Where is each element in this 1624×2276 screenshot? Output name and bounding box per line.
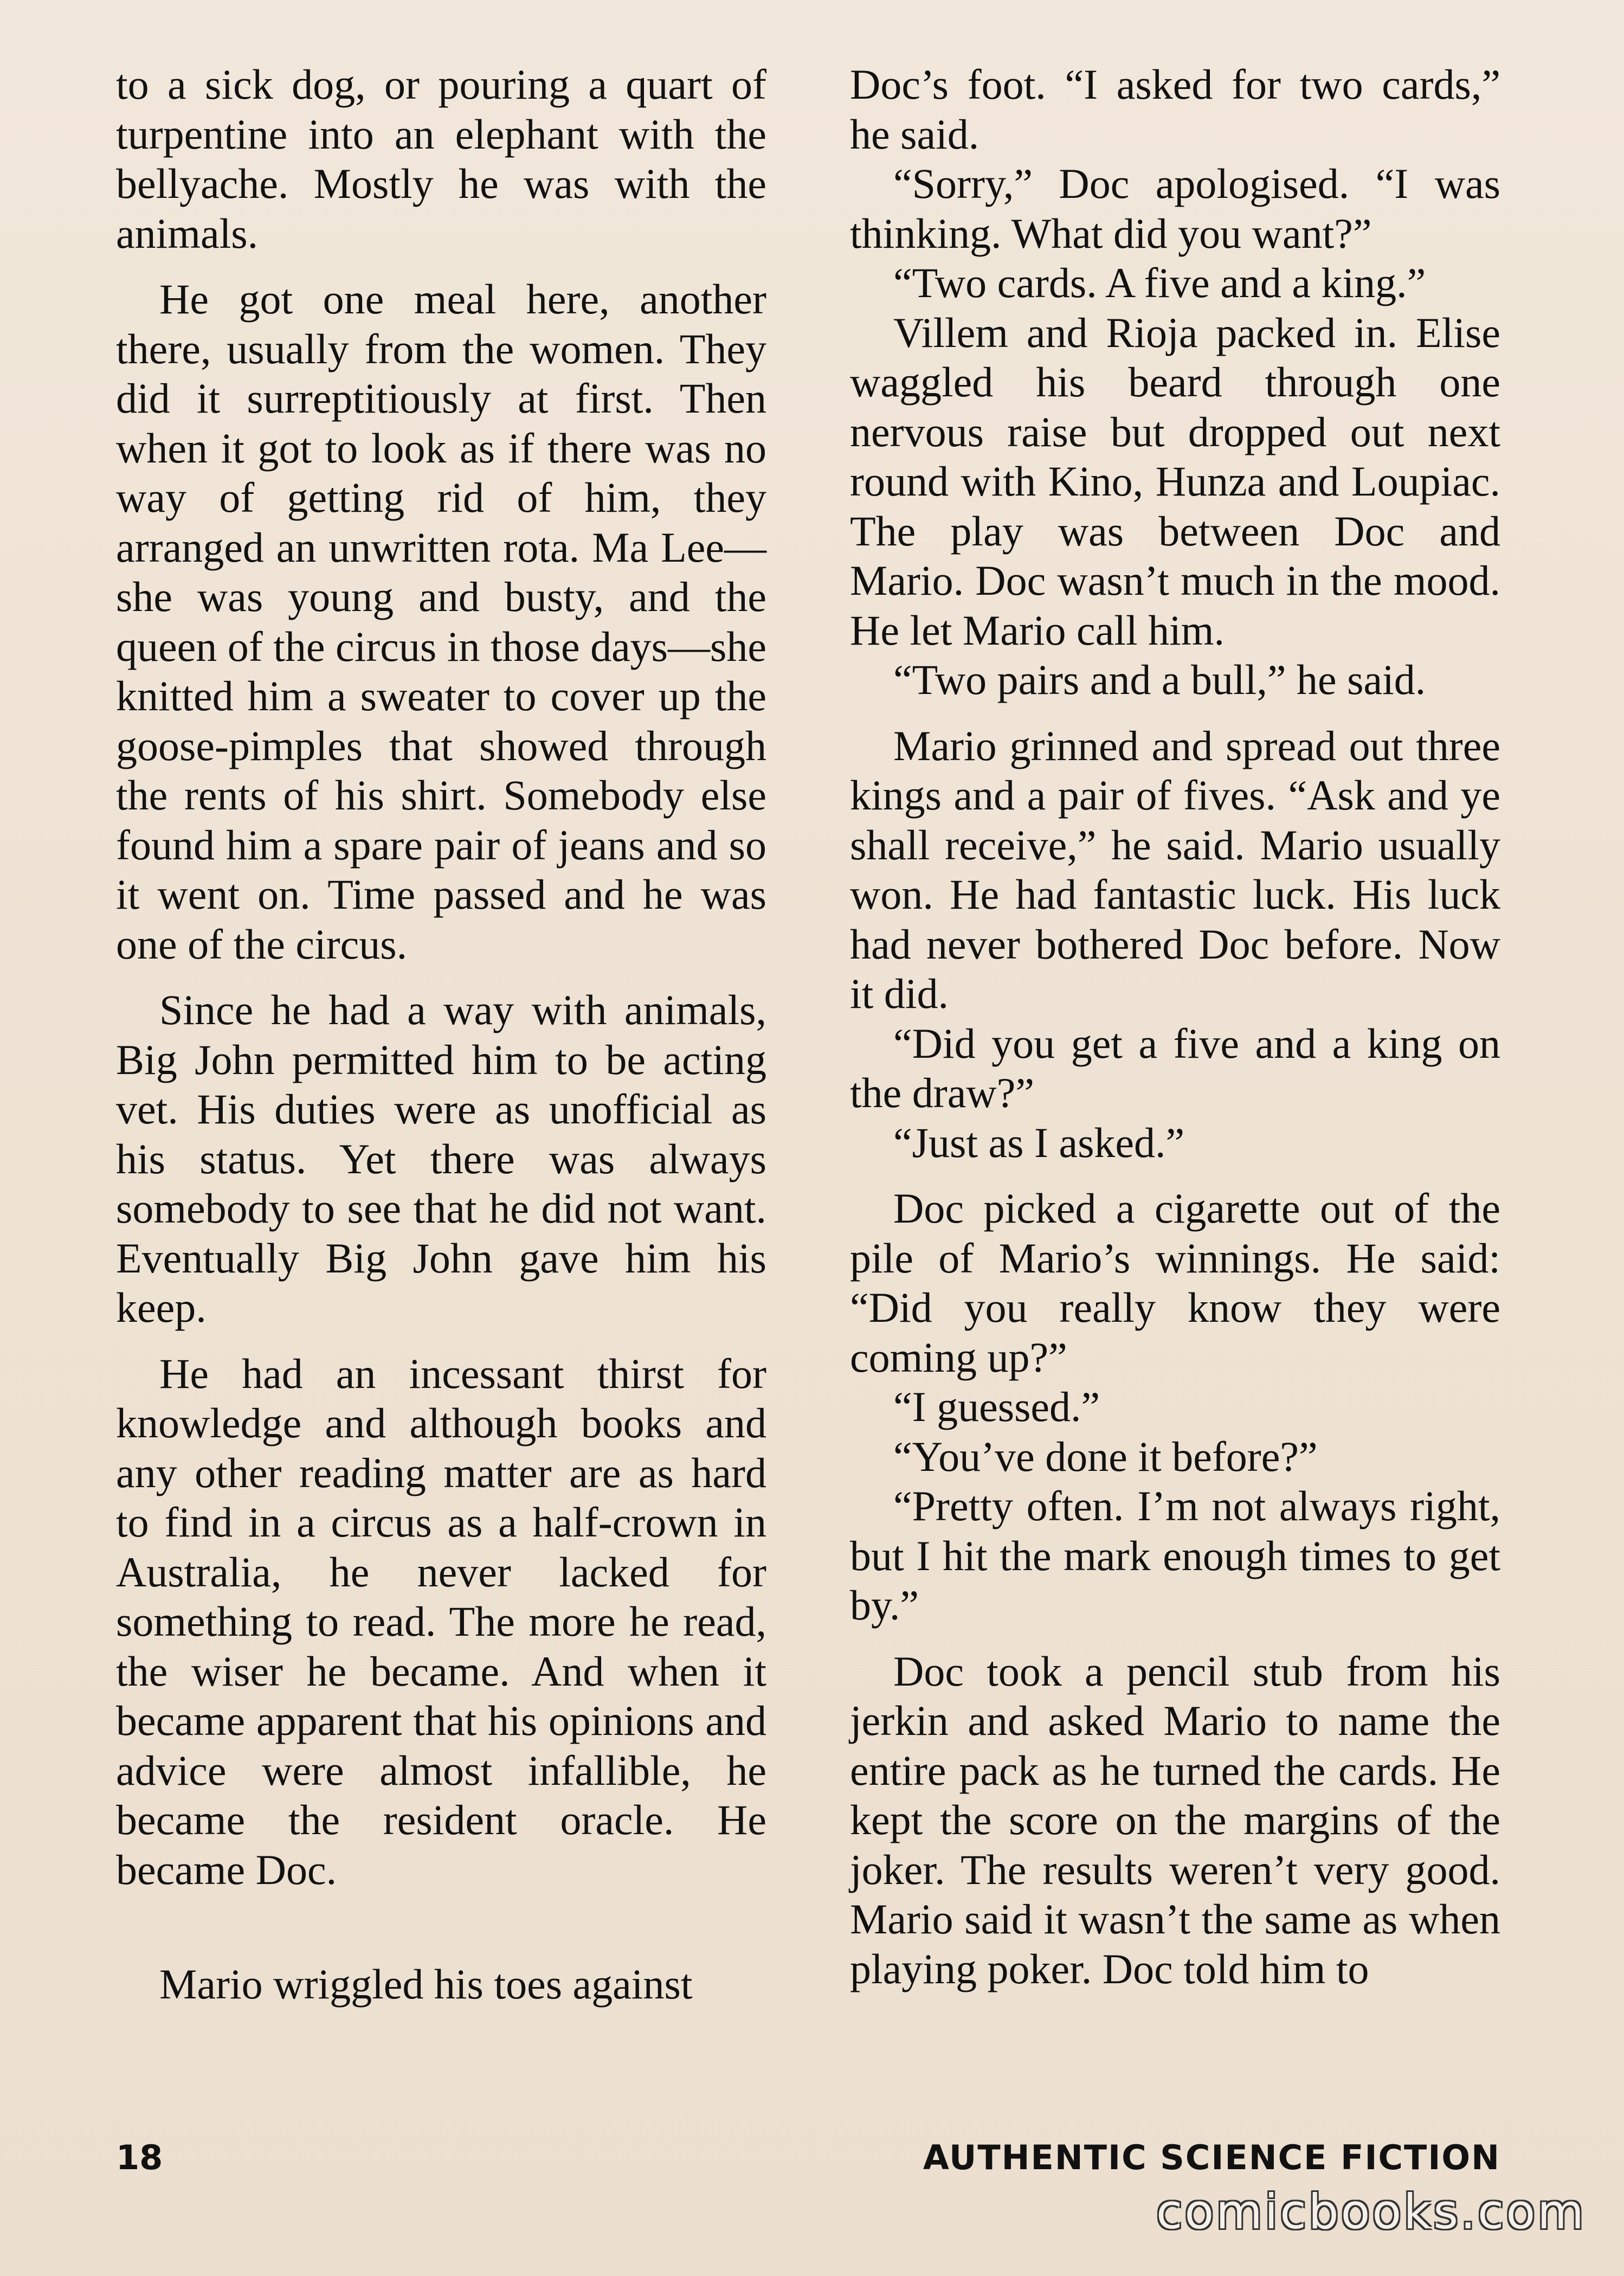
paragraph: Mario grinned and spread out three kings and a pair of fives. “Ask and ye shall receive,” he said. Mario usually won. He had fantastic luck. His luck had never bothered Doc before. Now it did. [850, 722, 1500, 1017]
paragraph: Mario wriggled his toes against [159, 1960, 693, 2008]
paragraph: “Pretty often. I’m not always right, but I hit the mark enough times to get by.” [850, 1482, 1500, 1629]
paragraph: Doc’s foot. “I asked for two cards,” he said. [850, 61, 1500, 158]
paragraph: to a sick dog, or pouring a quart of turpentine into an elephant with the bellyache. Mostly he was with the animals. [116, 61, 766, 257]
right-text-column [850, 60, 1500, 1994]
left-text-column [116, 60, 766, 2009]
paragraph: Doc took a pencil stub from his jerkin and asked Mario to name the entire pack as he turned the cards. He kept the score on the margins of the joker. The results weren’t very good. Mario said it wasn’t the same as when playing poker. Doc told him to [850, 1647, 1500, 1992]
paragraph: Since he had a way with animals, Big John permitted him to be acting vet. His duties were as unofficial as his status. Yet there was always somebody to see that he did not want. Eventually Big John gave him his keep. [116, 986, 766, 1331]
paragraph: “Two pairs and a bull,” he said. [893, 656, 1426, 703]
running-head: AUTHENTIC SCIENCE FICTION [923, 2138, 1500, 2177]
paragraph: “I guessed.” [893, 1383, 1100, 1430]
paragraph: “Just as I asked.” [893, 1118, 1185, 1166]
paragraph: “Did you get a five and a king on the draw?” [850, 1019, 1500, 1116]
paragraph: He had an incessant thirst for knowledge and although books and any other reading matter are as hard to find in a circus as a half-crown in Australia, he never lacked for something to read. The more he read, the wiser he became. And when it became apparent that his opinions and advice were almost infallible, he became the resident oracle. He became Doc. [116, 1349, 766, 1893]
paragraph: Doc picked a cigarette out of the pile of Mario’s winnings. He said: “Did you really know they were coming up?” [850, 1185, 1500, 1381]
paragraph: He got one meal here, another there, usually from the women. They did it surreptitiously at first. Then when it got to look as if there was no way of getting rid of him, they arranged an unwritten rota. Ma Lee—she was young and busty, and the queen of the circus in those days—she knitted him a sweater to cover up the goose-pimples that showed through the rents of his shirt. Somebody else found him a spare pair of jeans and so it went on. Time passed and he was one of the circus. [116, 275, 767, 968]
page-number: 18 [116, 2138, 163, 2177]
paragraph: “Two cards. A five and a king.” [893, 259, 1426, 306]
watermark: comicbooks.com [1156, 2184, 1586, 2240]
paragraph: Villem and Rioja packed in. Elise waggled his beard through one nervous raise but dropped out next round with Kino, Hunza and Loupiac. The play was between Doc and Mario. Doc wasn’t much in the mood. He let Mario call him. [850, 308, 1500, 654]
paragraph: “Sorry,” Doc apologised. “I was thinking. What did you want?” [850, 160, 1500, 257]
paragraph: “You’ve done it before?” [893, 1432, 1318, 1480]
